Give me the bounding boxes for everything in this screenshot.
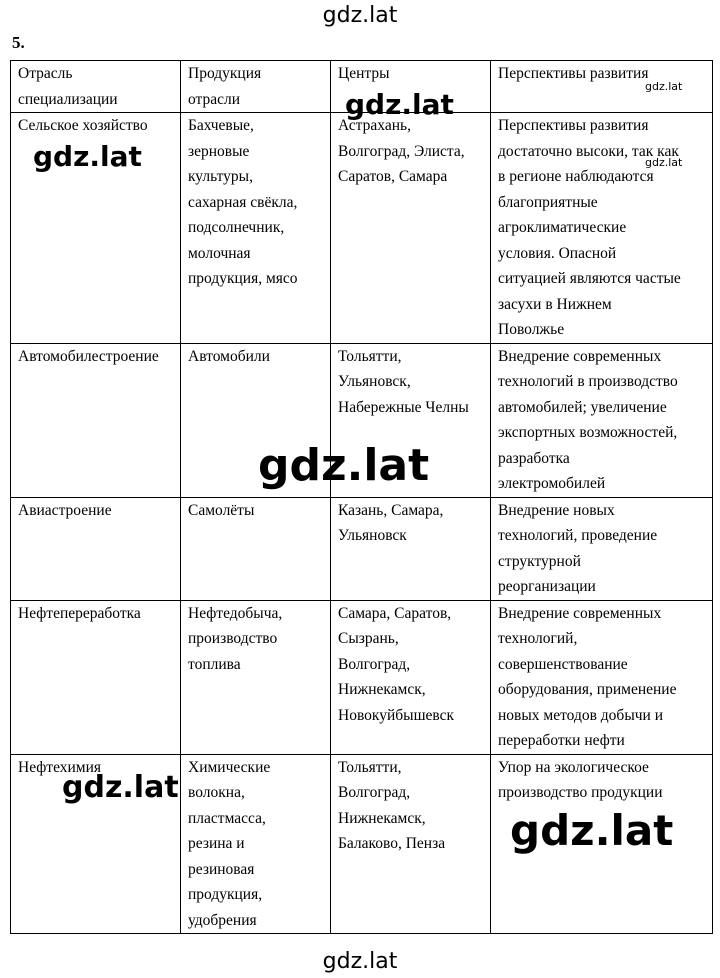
cell-line: электромобилей <box>498 475 606 492</box>
cell-line: Нефтехимия <box>18 758 102 776</box>
cell-line: Нефтепереработка <box>18 604 141 622</box>
table-cell <box>491 600 713 754</box>
cell-line: благоприятные <box>498 193 598 211</box>
table-cell <box>331 497 491 600</box>
cell-line: агроклиматические <box>498 219 627 236</box>
cell-line: культуры, <box>188 168 253 185</box>
cell-line: совершенствование <box>498 655 628 673</box>
cell-line: пластмасса, <box>188 809 266 827</box>
watermark: gdz.lat <box>345 88 454 121</box>
table-cell <box>181 754 331 934</box>
cell-line: Саратов, Самара <box>338 168 448 185</box>
cell-line: условия. Опасной <box>498 244 617 262</box>
cell-line: переработки нефти <box>498 732 625 749</box>
cell-line: Сызрань, <box>338 630 399 647</box>
cell-line: молочная <box>188 244 251 262</box>
cell-line: резина и <box>188 835 245 852</box>
cell-line: новых методов добычи и <box>498 706 663 724</box>
cell-line: Астрахань, <box>338 117 411 134</box>
cell-line: автомобилей; увеличение <box>498 398 667 416</box>
table-row <box>11 600 713 754</box>
cell-line: Поволжье <box>498 321 565 338</box>
cell-line: Новокуйбышевск <box>338 706 455 724</box>
cell-line: Балаково, Пенза <box>338 835 446 852</box>
cell-line: продукция, мясо <box>188 270 298 287</box>
cell-line: зерновые <box>188 142 250 160</box>
cell-line: достаточно высоки, так как <box>498 142 679 160</box>
cell-line: Ульяновск <box>338 527 407 544</box>
cell-line: продукция, <box>188 886 263 903</box>
cell-line: Отрасль <box>18 65 73 82</box>
cell-line: Набережные Челны <box>338 398 469 416</box>
cell-line: Продукция <box>188 65 262 82</box>
cell-line: оборудования, применение <box>498 681 677 698</box>
cell-line: Нижнекамск, <box>338 681 426 698</box>
table-cell <box>331 600 491 754</box>
watermark-small: gdz.lat <box>645 156 683 169</box>
cell-line: Сельское хозяйство <box>18 117 148 134</box>
table-header-cell <box>11 61 181 113</box>
cell-line: производство <box>188 630 278 647</box>
table-cell <box>491 113 713 344</box>
cell-line: Внедрение современных <box>498 347 662 365</box>
table-cell <box>11 497 181 600</box>
watermark-bottom: gdz.lat <box>322 949 398 974</box>
cell-line: Самара, Саратов, <box>338 604 452 622</box>
cell-line: Центры <box>338 65 390 82</box>
cell-line: Самолёты <box>188 501 255 519</box>
cell-line: Перспективы развития <box>498 65 649 82</box>
cell-line: разработка <box>498 449 570 467</box>
cell-line: Авиастроение <box>18 501 112 519</box>
cell-line: удобрения <box>188 911 257 929</box>
cell-line: реорганизации <box>498 578 596 595</box>
cell-line: производство продукции <box>498 784 663 801</box>
cell-line: Нефтедобыча, <box>188 604 283 622</box>
cell-line: структурной <box>498 552 581 570</box>
cell-line: Внедрение новых <box>498 501 615 519</box>
cell-line: Волгоград, Элиста, <box>338 142 465 160</box>
table-cell <box>331 113 491 344</box>
cell-line: топлива <box>188 655 241 673</box>
table-cell <box>491 343 713 497</box>
watermark: gdz.lat <box>62 770 179 805</box>
cell-line: технологий, проведение <box>498 527 658 544</box>
cell-line: Волгоград, <box>338 655 411 673</box>
cell-line: волокна, <box>188 784 245 801</box>
table-row <box>11 497 713 600</box>
watermark-top: gdz.lat <box>322 3 398 28</box>
cell-line: Волгоград, <box>338 784 411 801</box>
cell-line: резиновая <box>188 860 255 878</box>
cell-line: Бахчевые, <box>188 117 254 134</box>
cell-line: отрасли <box>188 90 241 108</box>
cell-line: технологий, <box>498 630 578 647</box>
cell-line: в регионе наблюдаются <box>498 168 654 185</box>
cell-line: засухи в Нижнем <box>498 295 612 313</box>
cell-line: Нижнекамск, <box>338 809 426 827</box>
table-header-cell <box>181 61 331 113</box>
cell-line: Перспективы развития <box>498 117 649 134</box>
cell-line: Автомобилестроение <box>18 347 159 365</box>
cell-line: технологий в производство <box>498 373 678 390</box>
table-cell <box>11 343 181 497</box>
table-cell <box>491 497 713 600</box>
cell-line: сахарная свёкла, <box>188 193 298 211</box>
table-cell <box>181 113 331 344</box>
watermark: gdz.lat <box>258 440 430 491</box>
cell-line: ситуацией являются частые <box>498 270 681 287</box>
table-cell <box>331 754 491 934</box>
watermark: gdz.lat <box>33 140 142 173</box>
cell-line: экспортных возможностей, <box>498 424 678 441</box>
watermark-small: gdz.lat <box>645 80 683 93</box>
table-cell <box>181 497 331 600</box>
cell-line: Ульяновск, <box>338 373 411 390</box>
cell-line: Тольятти, <box>338 347 402 365</box>
table-cell <box>181 600 331 754</box>
cell-line: Внедрение современных <box>498 604 662 622</box>
cell-line: специализации <box>18 90 118 108</box>
cell-line: Казань, Самара, <box>338 501 444 519</box>
cell-line: Упор на экологическое <box>498 758 649 776</box>
task-number: 5. <box>12 33 25 52</box>
cell-line: Автомобили <box>188 347 270 365</box>
cell-line: Тольятти, <box>338 758 402 776</box>
cell-line: Химические <box>188 758 271 776</box>
table-cell <box>11 600 181 754</box>
cell-line: подсолнечник, <box>188 219 285 236</box>
watermark: gdz.lat <box>510 806 674 855</box>
